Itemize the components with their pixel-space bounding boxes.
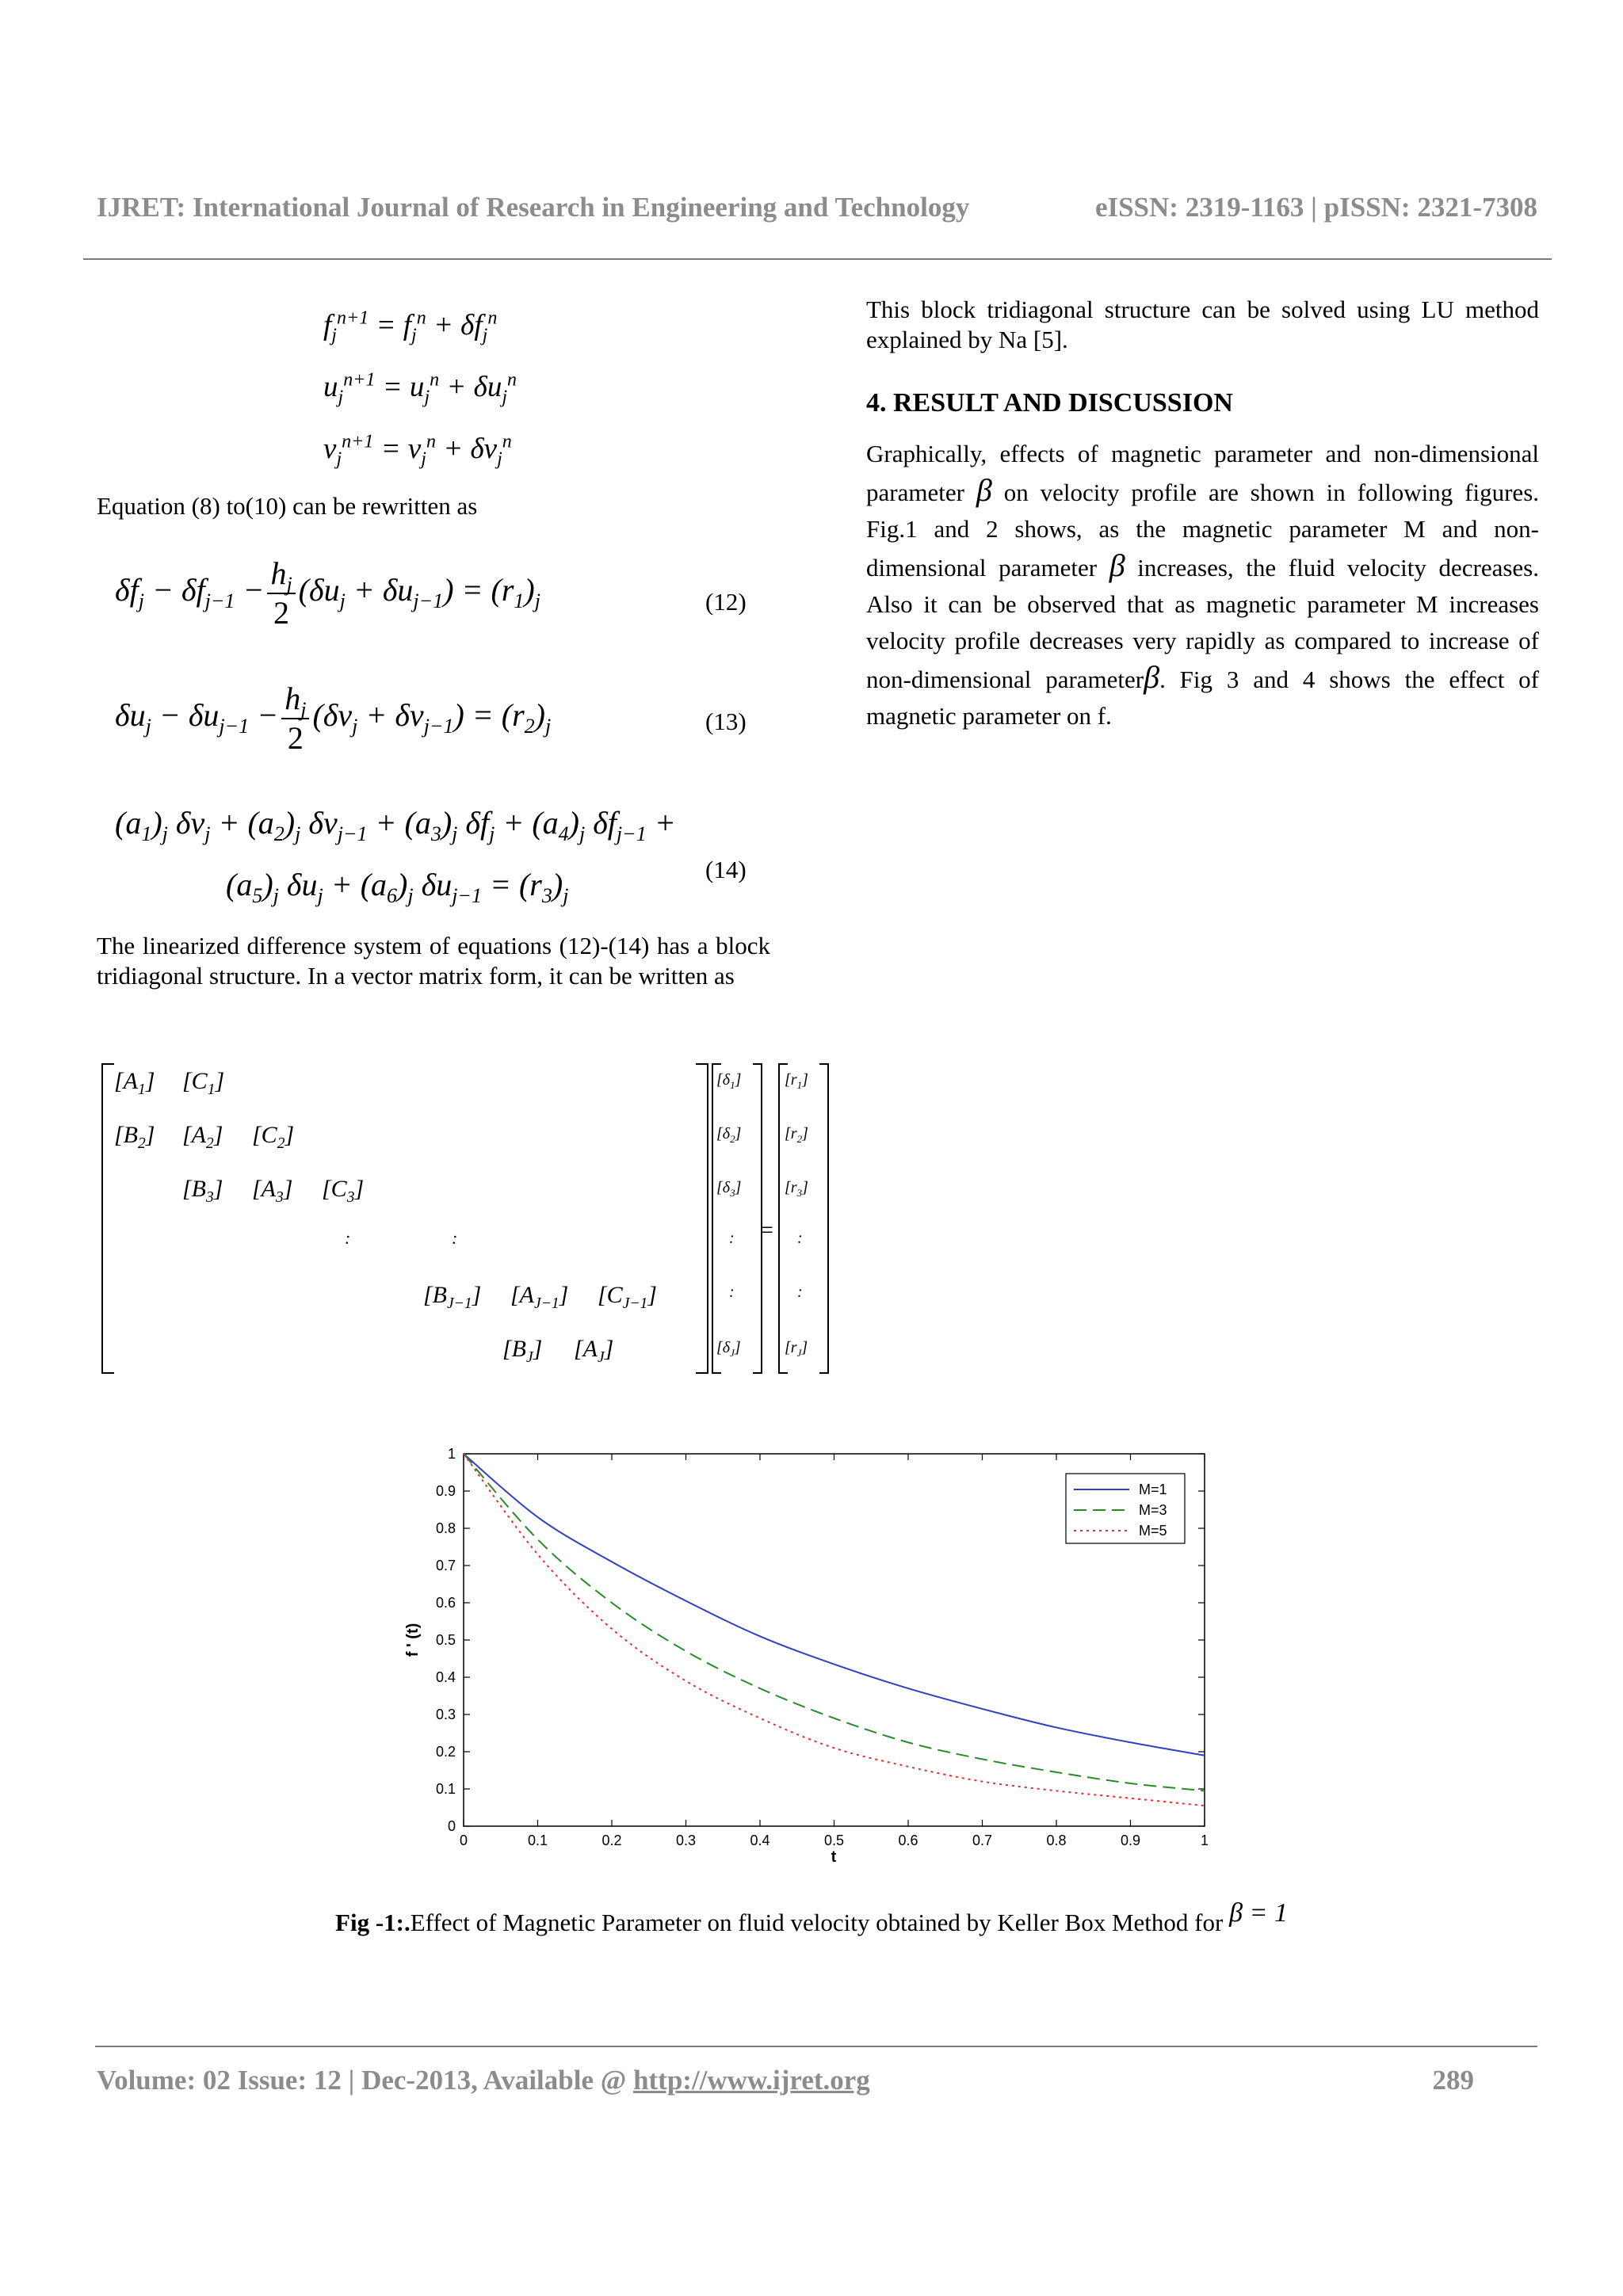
- journal-header: [97, 192, 1537, 223]
- x-tick-label: 0.9: [1120, 1833, 1141, 1848]
- y-tick-label: 0: [447, 1818, 456, 1834]
- update-eq-f: $f_j^{n+1} = f_j^n + \delta f_j^n$: [323, 307, 498, 346]
- legend-label: M=3: [1139, 1502, 1167, 1518]
- update-eq-u: $u_j^{n+1} = u_j^n + \delta u_j^n$: [323, 369, 517, 408]
- journal-title: IJRET: International Journal of Research in Engineering and Technology: [97, 192, 970, 223]
- legend-label: M=5: [1139, 1523, 1167, 1539]
- update-eq-v: $v_j^{n+1} = v_j^n + \delta v_j^n$: [323, 431, 512, 470]
- y-tick-label: 0.2: [435, 1744, 456, 1760]
- section-title: 4. RESULT AND DISCUSSION: [866, 388, 1233, 418]
- footer-volume: Volume: 02 Issue: 12 | Dec-2013, Available @: [97, 2065, 634, 2096]
- equation-12-number: (12): [705, 588, 747, 616]
- x-tick-label: 0.6: [898, 1833, 918, 1848]
- figure-label: Fig -1:.: [335, 1909, 411, 1936]
- y-tick-label: 0.9: [435, 1483, 456, 1499]
- x-tick-label: 0: [459, 1833, 468, 1848]
- x-axis-label: t: [831, 1848, 837, 1866]
- y-tick-label: 0.8: [435, 1520, 456, 1536]
- equation-13-number: (13): [705, 707, 747, 735]
- y-tick-label: 0.4: [435, 1669, 456, 1685]
- figure-beta: β = 1: [1229, 1898, 1288, 1928]
- velocity-chart: [392, 1442, 1232, 1870]
- y-tick-label: 0.6: [435, 1595, 456, 1611]
- equation-14: $(a_1)_j$ $\delta v_j + (a_2)_j$ $\delta v_{j-1} + (a_3)_j$ $\delta f_j + (a_4)_j$ $\delta f_{j-1}$ + $(a_5)_j$ $\delta u_j + (a_6)_j$ $\delta u_{j-1} = (r_3)_j$: [115, 805, 676, 907]
- equation-13: $\delta u_j - \delta u_{j-1}$ − $\frac{h_j}{2}$ $(\delta v_j + \delta v_{j-1}) = (r_2)_j$: [115, 681, 552, 756]
- linearized-paragraph: The linearized difference system of equations (12)-(14) has a block tridiagonal structure. In a vector matrix form, it can be written as: [97, 932, 770, 990]
- matrix-left-bracket: [101, 1063, 114, 1374]
- y-tick-label: 1: [447, 1446, 456, 1462]
- equation-12: $\delta f_j - \delta f_{j-1}$ − $\frac{h_j}{2}$ $(\delta u_j + \delta u_{j-1}) = (r_1)_j$: [115, 555, 540, 631]
- figure-caption-text: Effect of Magnetic Parameter on fluid velocity obtained by Keller Box Method for: [410, 1909, 1224, 1936]
- matrix-equals: =: [760, 1217, 773, 1243]
- equation-14-number: (14): [705, 856, 747, 883]
- y-tick-label: 0.3: [435, 1707, 456, 1722]
- y-tick-label: 0.1: [435, 1781, 456, 1797]
- footer-divider: [95, 2046, 1537, 2047]
- legend-label: M=1: [1139, 1482, 1167, 1497]
- x-tick-label: 0.1: [527, 1833, 548, 1848]
- x-tick-label: 1: [1200, 1833, 1209, 1848]
- x-tick-label: 0.3: [675, 1833, 697, 1848]
- lu-paragraph: This block tridiagonal structure can be solved using LU method explained by Na [5].: [866, 296, 1539, 353]
- x-tick-label: 0.7: [972, 1833, 993, 1848]
- y-tick-label: 0.5: [435, 1632, 456, 1648]
- block-tridiagonal-matrix: = $[A_1]$ $[C_1]$ $[B_2]$ $[A_2]$ $[C_2]$ $[B_3]$ $[A_3]$ $[C_3]$ : : $[B_{J-1}]$ $[A_{J-1}]$ $[C_{J-1}]$ $[B_J]$ $[A_J]$ $[\delta_1]$ $[\delta_2]$ $[\delta_3]$ : : $[\delta_J]$ $[r_1]$ $[r_2]$ $[r_3]$ : : $[r_J]$: [95, 1060, 848, 1377]
- header-divider: [83, 258, 1552, 260]
- y-tick-label: 0.7: [435, 1558, 456, 1573]
- results-paragraph: Graphically, effects of magnetic parameter and non-dimensional parameter β on velocity profile are shown in following figures. Fig.1 and 2 shows, as the magnetic parameter M and non-dimensional parameter β increases, the fluid velocity decreases. Also it can be observed that as magnetic parameter M increases velocity profile decreases very rapidly as compared to increase of non-dimensional parameterβ. Fig 3 and 4 shows the effect of magnetic parameter on f.: [866, 440, 1540, 730]
- page-number: 289: [1432, 2065, 1474, 2096]
- x-tick-label: 0.2: [601, 1833, 622, 1848]
- update-equations: [323, 295, 517, 480]
- rewritten-paragraph: Equation (8) to(10) can be rewritten as: [97, 492, 478, 520]
- matrix-right-bracket: [696, 1063, 708, 1374]
- x-tick-label: 0.5: [823, 1833, 845, 1848]
- y-axis-label: f ' (t): [404, 1623, 422, 1657]
- r-vector-left-bracket: [778, 1063, 788, 1374]
- journal-issn: eISSN: 2319-1163 | pISSN: 2321-7308: [1094, 192, 1537, 223]
- delta-vector-left-bracket: [712, 1063, 721, 1374]
- r-vector-right-bracket: [819, 1063, 829, 1374]
- page-footer: [97, 2065, 1474, 2096]
- footer-url-link[interactable]: http://www.ijret.org: [633, 2065, 870, 2096]
- figure-caption: [95, 1898, 1528, 1938]
- x-tick-label: 0.4: [750, 1833, 770, 1848]
- x-tick-label: 0.8: [1046, 1833, 1067, 1848]
